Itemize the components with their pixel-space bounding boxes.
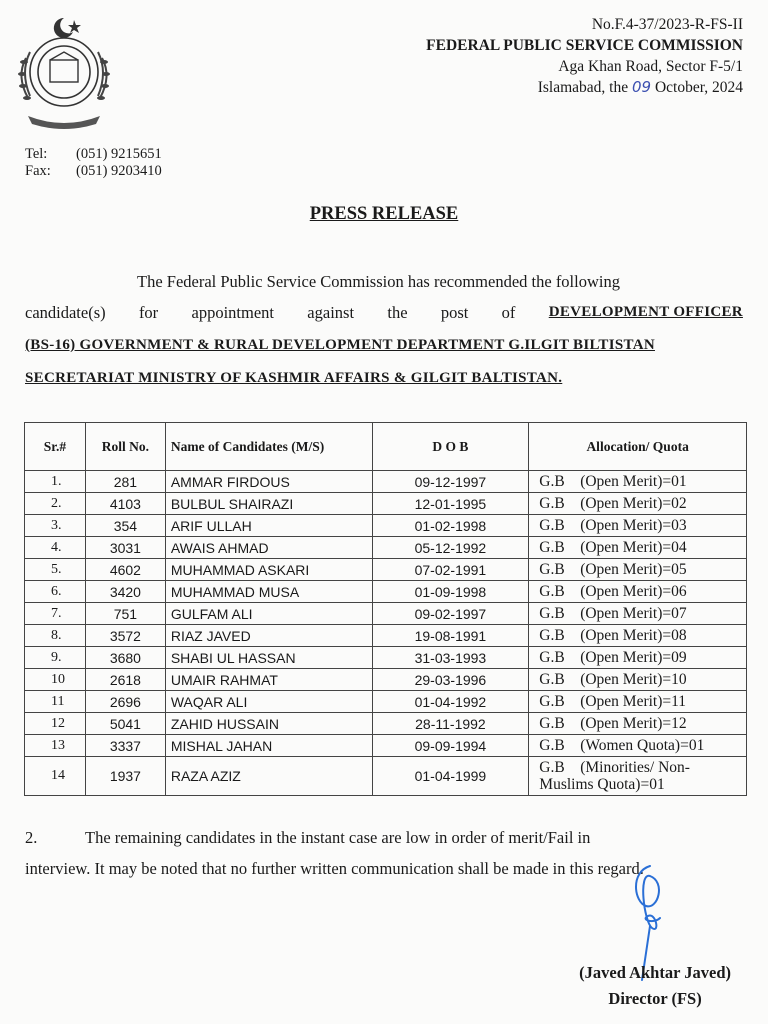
- candidate-name-cell: BULBUL SHAIRAZI: [165, 493, 372, 515]
- table-row: [25, 691, 747, 713]
- sr-cell: 13: [25, 735, 86, 757]
- allocation-cell: G.B (Open Merit)=05: [529, 559, 747, 581]
- sr-cell: 12: [25, 713, 86, 735]
- sr-cell: 1.: [25, 471, 86, 493]
- word: for: [138, 303, 159, 322]
- sr-cell: 10: [25, 669, 86, 691]
- table-row: [25, 713, 747, 735]
- date-suffix: October, 2024: [654, 79, 743, 96]
- sr-cell: 14: [25, 757, 86, 796]
- fpsc-emblem-icon: [10, 12, 122, 134]
- intro-line-3: [25, 328, 743, 361]
- candidate-name-cell: RAZA AZIZ: [165, 757, 372, 796]
- roll-no-cell: 2618: [85, 669, 165, 691]
- header-allocation: Allocation/ Quota: [529, 423, 747, 471]
- dob-cell: 29-03-1996: [372, 669, 529, 691]
- dob-cell: 01-04-1999: [372, 757, 529, 796]
- dob-cell: 31-03-1993: [372, 647, 529, 669]
- post-title-part-3: SECRETARIAT MINISTRY OF KASHMIR AFFAIRS & GILGIT BALTISTAN.: [25, 370, 563, 386]
- allocation-line-2: Muslims Quota)=01: [539, 776, 665, 793]
- letterhead: [426, 14, 743, 98]
- table-row: [25, 537, 747, 559]
- post-title-part-1: DEVELOPMENT OFFICER: [548, 304, 743, 320]
- allocation-cell: G.B (Open Merit)=03: [529, 515, 747, 537]
- organization-address: Aga Khan Road, Sector F-5/1: [558, 58, 743, 75]
- allocation-cell: G.B (Open Merit)=12: [529, 713, 747, 735]
- header-dob: D O B: [372, 423, 529, 471]
- sr-cell: 7.: [25, 603, 86, 625]
- contact-info: [25, 146, 162, 180]
- letter-date: [426, 77, 743, 98]
- table-row: [25, 669, 747, 691]
- post-title-part-2: (BS-16) GOVERNMENT & RURAL DEVELOPMENT DEPARTMENT G.ILGIT BILTISTAN: [25, 337, 655, 353]
- sr-cell: 4.: [25, 537, 86, 559]
- candidate-name-cell: RIAZ JAVED: [165, 625, 372, 647]
- sr-cell: 6.: [25, 581, 86, 603]
- word: the: [387, 303, 408, 322]
- document-title: PRESS RELEASE: [309, 204, 459, 224]
- closing-line-1: [25, 822, 743, 853]
- allocation-line-1: G.B (Minorities/ Non-: [539, 759, 690, 776]
- roll-no-cell: 4103: [85, 493, 165, 515]
- dob-cell: 01-04-1992: [372, 691, 529, 713]
- fax-number: (051) 9203410: [76, 163, 162, 179]
- dob-cell: 09-09-1994: [372, 735, 529, 757]
- sr-cell: 9.: [25, 647, 86, 669]
- dob-cell: 01-02-1998: [372, 515, 529, 537]
- word: of: [501, 303, 516, 322]
- roll-no-cell: 3420: [85, 581, 165, 603]
- tel-number: (051) 9215651: [76, 146, 162, 162]
- dob-cell: 28-11-1992: [372, 713, 529, 735]
- allocation-cell: G.B (Open Merit)=11: [529, 691, 747, 713]
- allocation-cell: G.B (Open Merit)=04: [529, 537, 747, 559]
- roll-no-cell: 3572: [85, 625, 165, 647]
- allocation-cell: G.B (Women Quota)=01: [529, 735, 747, 757]
- roll-no-cell: 751: [85, 603, 165, 625]
- organization-name: FEDERAL PUBLIC SERVICE COMMISSION: [426, 37, 743, 54]
- roll-no-cell: 354: [85, 515, 165, 537]
- table-row: [25, 471, 747, 493]
- signatory-name: (Javed Akhtar Javed): [579, 963, 731, 982]
- sr-cell: 3.: [25, 515, 86, 537]
- header-roll-no: Roll No.: [85, 423, 165, 471]
- candidate-name-cell: ZAHID HUSSAIN: [165, 713, 372, 735]
- header-candidate-name: Name of Candidates (M/S): [165, 423, 372, 471]
- signatory-designation: Director (FS): [608, 989, 702, 1008]
- candidate-name-cell: MISHAL JAHAN: [165, 735, 372, 757]
- dob-cell: 12-01-1995: [372, 493, 529, 515]
- dob-cell: 19-08-1991: [372, 625, 529, 647]
- closing-line-2: interview. It may be noted that no further written communication shall be made in this regard.: [25, 859, 644, 878]
- table-header-row: [25, 423, 747, 471]
- allocation-cell: [529, 757, 747, 796]
- roll-no-cell: 3680: [85, 647, 165, 669]
- candidate-name-cell: SHABI UL HASSAN: [165, 647, 372, 669]
- sr-cell: 8.: [25, 625, 86, 647]
- candidate-name-cell: WAQAR ALI: [165, 691, 372, 713]
- table-row: [25, 735, 747, 757]
- candidate-name-cell: ARIF ULLAH: [165, 515, 372, 537]
- intro-paragraph: [25, 266, 743, 394]
- paragraph-number: 2.: [25, 828, 38, 847]
- table-row: [25, 757, 747, 796]
- table-row: [25, 603, 747, 625]
- candidate-name-cell: AMMAR FIRDOUS: [165, 471, 372, 493]
- sr-cell: 5.: [25, 559, 86, 581]
- allocation-cell: G.B (Open Merit)=08: [529, 625, 747, 647]
- roll-no-cell: 281: [85, 471, 165, 493]
- allocation-cell: G.B (Open Merit)=02: [529, 493, 747, 515]
- table-row: [25, 493, 747, 515]
- candidates-table: [24, 422, 747, 796]
- sr-cell: 2.: [25, 493, 86, 515]
- allocation-cell: G.B (Open Merit)=07: [529, 603, 747, 625]
- dob-cell: 09-02-1997: [372, 603, 529, 625]
- dob-cell: 09-12-1997: [372, 471, 529, 493]
- candidate-name-cell: AWAIS AHMAD: [165, 537, 372, 559]
- table-row: [25, 647, 747, 669]
- file-number: No.F.4-37/2023-R-FS-II: [591, 16, 743, 33]
- closing-text-1: The remaining candidates in the instant case are low in order of merit/Fail in: [85, 828, 591, 847]
- roll-no-cell: 1937: [85, 757, 165, 796]
- header-sr: Sr.#: [25, 423, 86, 471]
- table-row: [25, 581, 747, 603]
- intro-line-1: The Federal Public Service Commission has recommended the following: [137, 272, 620, 291]
- word: appointment: [191, 303, 274, 322]
- candidate-name-cell: MUHAMMAD MUSA: [165, 581, 372, 603]
- tel-label: Tel:: [25, 146, 48, 162]
- allocation-cell: G.B (Open Merit)=10: [529, 669, 747, 691]
- dob-cell: 01-09-1998: [372, 581, 529, 603]
- table-row: [25, 559, 747, 581]
- roll-no-cell: 3337: [85, 735, 165, 757]
- table-row: [25, 515, 747, 537]
- dob-cell: 07-02-1991: [372, 559, 529, 581]
- intro-line-2: [25, 297, 743, 328]
- dob-cell: 05-12-1992: [372, 537, 529, 559]
- word: against: [307, 303, 355, 322]
- word: candidate(s): [25, 303, 106, 322]
- roll-no-cell: 5041: [85, 713, 165, 735]
- allocation-cell: G.B (Open Merit)=06: [529, 581, 747, 603]
- candidate-name-cell: MUHAMMAD ASKARI: [165, 559, 372, 581]
- allocation-cell: G.B (Open Merit)=09: [529, 647, 747, 669]
- word: post: [440, 303, 469, 322]
- allocation-cell: G.B (Open Merit)=01: [529, 471, 747, 493]
- signatory-block: [579, 960, 731, 1012]
- roll-no-cell: 2696: [85, 691, 165, 713]
- candidate-name-cell: GULFAM ALI: [165, 603, 372, 625]
- roll-no-cell: 4602: [85, 559, 165, 581]
- roll-no-cell: 3031: [85, 537, 165, 559]
- candidate-name-cell: UMAIR RAHMAT: [165, 669, 372, 691]
- date-day-handwritten: 09: [631, 78, 652, 96]
- sr-cell: 11: [25, 691, 86, 713]
- table-row: [25, 625, 747, 647]
- intro-line-4: [25, 361, 743, 394]
- date-prefix: Islamabad, the: [537, 79, 629, 96]
- fax-label: Fax:: [25, 163, 51, 179]
